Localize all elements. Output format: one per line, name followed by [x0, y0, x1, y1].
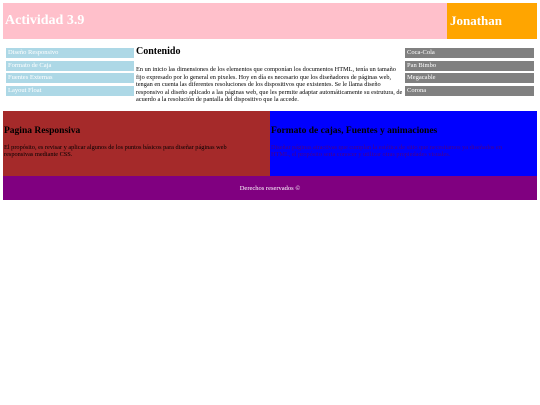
sidebar-item-formato-de-caja[interactable]: Formato de Caja: [6, 61, 134, 71]
section-formato-de-cajas: [270, 111, 537, 176]
user-name: Jonathan: [447, 3, 537, 39]
page-title: Actividad 3.9: [3, 3, 447, 39]
footer-text: Derechos reservados ©: [239, 184, 301, 192]
section-pagina-responsiva: [3, 111, 270, 176]
sidebar-item-corona[interactable]: Corona: [405, 86, 534, 96]
left-sidebar: [6, 48, 134, 98]
right-sidebar: [405, 48, 534, 98]
main-content: [136, 46, 403, 104]
sidebar-item-pan-bimbo[interactable]: Pan Bimbo: [405, 61, 534, 71]
header: [3, 3, 537, 39]
section-paragraph: El propósito, es revisar y aplicar algunos de los puntos básicos para diseñar páginas web responsivas mediante CSS.: [4, 144, 227, 159]
sidebar-item-layout-float[interactable]: Layout Float: [6, 86, 134, 96]
sidebar-item-megacable[interactable]: Megacable: [405, 73, 534, 83]
footer: [3, 176, 537, 200]
content-heading: Contenido: [136, 46, 181, 57]
sidebar-item-fuentes-externas[interactable]: Fuentes Externas: [6, 73, 134, 83]
section-paragraph: Diseñar páginas atractivas que cumplan la estética de sitio que necesitamos ya diseñados en HTML, el propósito seria conocer y utilizar otras propiedades visuales.: [271, 144, 502, 159]
sidebar-item-diseno-responsivo[interactable]: Diseño Responsivo: [6, 48, 134, 58]
section-heading: Formato de cajas, Fuentes y animaciones: [271, 126, 438, 136]
content-paragraph: En un inicio las dimensiones de los elementos que componían los documentos HTML, tenía un tamaño fijo expresado por lo general en pixeles. Hoy en día es necesario que los diseñadores de páginas web, tengan en cuenta las diferentes resoluciones de los dispositivos que existentes. Se le llama diseño responsivo al diseño aplicado a las páginas web, que les permite adaptar automáticamente su estrutura, de acuerdo a la resolución de pantalla del dispositivo que la accede.: [136, 66, 403, 104]
sidebar-item-coca-cola[interactable]: Coca-Cola: [405, 48, 534, 58]
section-heading: Pagina Responsiva: [4, 126, 81, 136]
